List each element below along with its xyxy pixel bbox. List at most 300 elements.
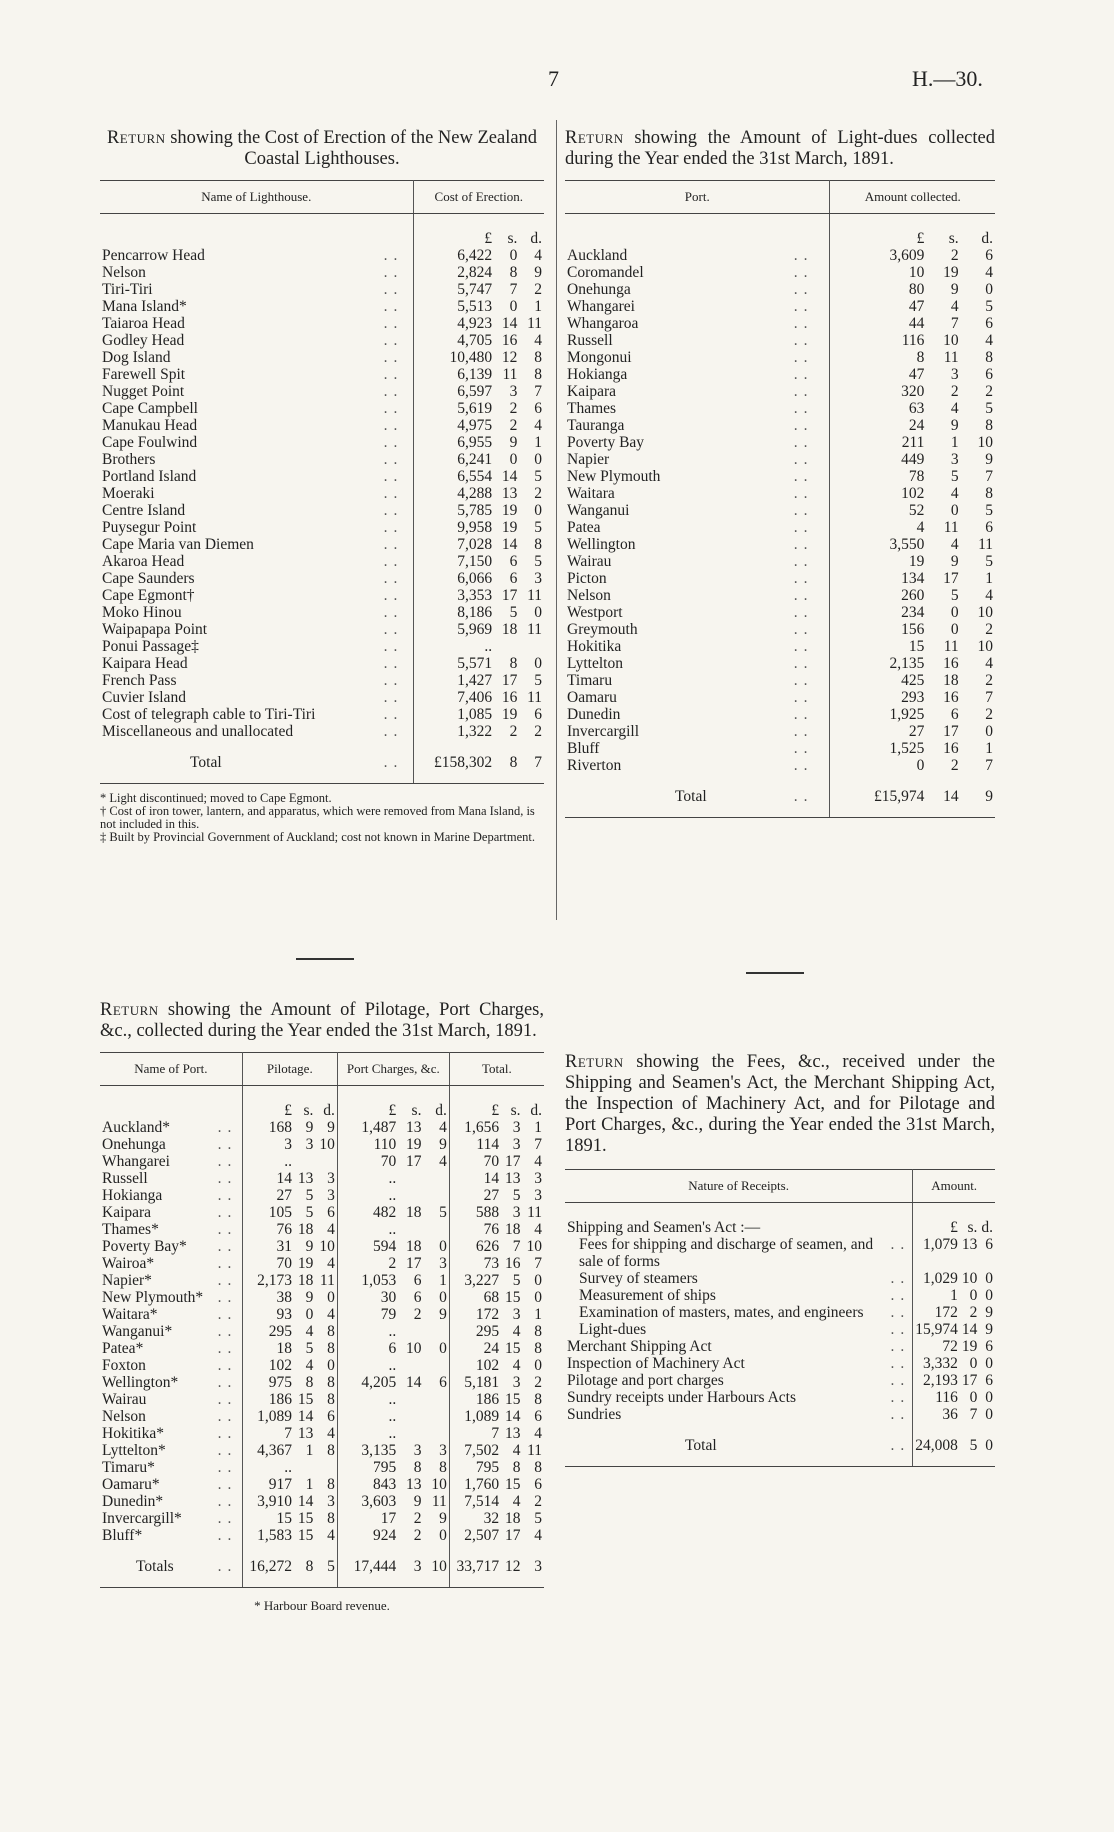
table-row <box>565 417 995 434</box>
amount-pounds: 116 <box>901 332 925 349</box>
amount-shillings: 19 <box>961 1338 978 1355</box>
cost-shillings: 0 <box>509 298 518 315</box>
amount-pence: 6 <box>985 1236 993 1253</box>
cost-pence: 0 <box>534 451 542 468</box>
pilotage-shillings: 13 <box>297 1425 314 1442</box>
charges-pounds: 1,053 <box>361 1272 397 1289</box>
cost-pounds: 1,322 <box>457 723 493 740</box>
table-row <box>565 570 995 587</box>
cost-pounds: 9,958 <box>457 519 493 536</box>
charges-pence: 9 <box>423 1306 449 1323</box>
table-row <box>565 400 995 417</box>
amount-pounds: 1,029 <box>923 1270 958 1287</box>
amount-pence: 2 <box>985 672 993 689</box>
charges-pence: 4 <box>423 1119 449 1136</box>
lighthouse-name: Brothers <box>102 451 156 468</box>
cost-pounds: 7,028 <box>457 536 493 553</box>
lighthouse-name: Mana Island* <box>102 298 187 315</box>
amount-pence: 0 <box>985 1287 993 1304</box>
pilotage-shillings: 8 <box>305 1374 314 1391</box>
amount-pence: 0 <box>985 1355 993 1372</box>
leader-dots: .. <box>382 706 413 723</box>
table-row <box>100 604 544 621</box>
pilotage-pounds: 975 <box>268 1374 292 1391</box>
port-name: Auckland <box>567 247 628 264</box>
table-row <box>100 706 544 723</box>
amount-pounds: 1,079 <box>923 1236 958 1253</box>
port-name: Oamaru <box>567 689 617 706</box>
table-row <box>100 434 544 451</box>
total-pence: 2 <box>534 1374 542 1391</box>
charges-shillings <box>398 1357 423 1374</box>
leader-dots: .. <box>792 553 830 570</box>
charges-shillings <box>398 1221 423 1238</box>
charges-pence: 0 <box>423 1527 449 1544</box>
leader-dots: .. <box>792 247 830 264</box>
lighthouse-name: Puysegur Point <box>102 519 197 536</box>
leader-dots: .. <box>382 519 413 536</box>
lighthouse-name: Waipapapa Point <box>102 621 208 638</box>
cost-pence: 5 <box>534 553 542 570</box>
charges-pounds: 79 <box>380 1306 397 1323</box>
unit-pence: d. <box>981 230 993 247</box>
table-row <box>100 1306 544 1323</box>
total-pence: 4 <box>534 1221 542 1238</box>
port-name: Nelson <box>102 1408 146 1425</box>
leader-dots: .. <box>216 1204 243 1221</box>
amount-shillings: 9 <box>950 417 959 434</box>
unit-pounds: £ <box>916 230 925 247</box>
charges-pence: 11 <box>423 1493 449 1510</box>
lighthouse-name: Kaipara Head <box>102 655 188 672</box>
cost-pounds: 7,406 <box>457 689 493 706</box>
table-row <box>100 1221 544 1238</box>
total-pence: 4 <box>534 1153 542 1170</box>
table-row <box>565 689 995 706</box>
cost-pence: 5 <box>534 468 542 485</box>
pilotage-pence: 9 <box>315 1119 337 1136</box>
leader-dots: .. <box>216 1476 243 1493</box>
cost-pence: 8 <box>534 366 542 383</box>
table-row <box>565 723 995 740</box>
table-row <box>100 723 544 740</box>
total-pounds: 172 <box>475 1306 500 1323</box>
light-dues-table <box>565 180 995 818</box>
pilotage-pence: 4 <box>315 1306 337 1323</box>
lighthouse-name: Dog Island <box>102 349 171 366</box>
table-row <box>100 519 544 536</box>
leader-dots: .. <box>382 536 413 553</box>
total-pence: 8 <box>534 1459 542 1476</box>
charges-pence <box>423 1357 449 1374</box>
total-shillings: 17 <box>505 1527 521 1544</box>
cost-shillings: 17 <box>501 672 518 689</box>
table-row <box>100 587 544 604</box>
amount-pounds: 320 <box>901 383 925 400</box>
charges-pence: 0 <box>423 1289 449 1306</box>
port-name: Dunedin* <box>102 1493 164 1510</box>
leader-dots: .. <box>792 451 830 468</box>
leader-dots: .. <box>792 485 830 502</box>
table-row <box>100 1289 544 1306</box>
lighthouse-name: Cape Foulwind <box>102 434 198 451</box>
leader-dots: .. <box>792 536 830 553</box>
amount-pounds: 63 <box>908 400 925 417</box>
charges-shillings <box>398 1391 423 1408</box>
total-pence: 3 <box>523 1544 545 1588</box>
leader-dots: .. <box>792 740 830 757</box>
leader-dots: .. <box>216 1527 243 1544</box>
port-name: Nelson <box>567 587 611 604</box>
pilotage-pence: 3 <box>315 1170 337 1187</box>
charges-pence: 8 <box>423 1459 449 1476</box>
leader-dots: .. <box>792 570 830 587</box>
table-row <box>100 1493 544 1510</box>
leader-dots: .. <box>216 1391 243 1408</box>
charges-pence: 10 <box>423 1476 449 1493</box>
charges-pence <box>423 1425 449 1442</box>
pilotage-pounds: 295 <box>268 1323 292 1340</box>
charges-pounds: 3,603 <box>361 1493 397 1510</box>
amount-pence: 7 <box>985 757 993 774</box>
amount-pounds: 1 <box>950 1287 958 1304</box>
port-name: Poverty Bay <box>567 434 645 451</box>
port-name: Dunedin <box>567 706 621 723</box>
pilotage-pounds: 186 <box>268 1391 292 1408</box>
port-name: Wairoa* <box>102 1255 155 1272</box>
leader-dots: .. <box>792 366 830 383</box>
cost-shillings: 12 <box>501 349 518 366</box>
leader-dots: .. <box>382 553 413 570</box>
total-pounds: 588 <box>475 1204 500 1221</box>
leader-dots: .. <box>792 519 830 536</box>
table-row <box>100 1238 544 1255</box>
table-row <box>100 1204 544 1221</box>
total-shillings: 17 <box>505 1153 521 1170</box>
charges-pounds: .. <box>388 1391 397 1408</box>
pilotage-pence: 8 <box>315 1476 337 1493</box>
cost-pounds: 1,427 <box>457 672 493 689</box>
cost-pence: 3 <box>534 570 542 587</box>
total-pounds: 14 <box>483 1170 500 1187</box>
unit-shillings: s. <box>411 1102 422 1119</box>
lighthouse-name: Godley Head <box>102 332 185 349</box>
cost-pounds: 4,288 <box>457 485 493 502</box>
unit-pence: d. <box>530 230 542 247</box>
table-row <box>565 1355 995 1372</box>
leader-dots: .. <box>382 604 413 621</box>
pilotage-pence <box>315 1459 337 1476</box>
amount-shillings: 5 <box>950 587 959 604</box>
port-name: Hokianga <box>102 1187 163 1204</box>
total-pence: 4 <box>534 1527 542 1544</box>
leader-dots: .. <box>216 1510 243 1527</box>
amount-shillings: 10 <box>961 1270 978 1287</box>
leader-dots: .. <box>792 400 830 417</box>
lighthouse-note: ‡ Built by Provincial Government of Auckland; cost not known in Marine Department. <box>100 830 535 844</box>
lighthouse-name: Farewell Spit <box>102 366 186 383</box>
pilotage-pounds: .. <box>284 1459 292 1476</box>
table-row <box>565 706 995 723</box>
table-row <box>565 757 995 774</box>
amount-pence: 9 <box>985 451 993 468</box>
amount-pence: 6 <box>985 315 993 332</box>
amount-shillings: 11 <box>943 349 959 366</box>
table-row <box>100 1408 544 1425</box>
leader-dots: .. <box>889 1304 913 1321</box>
amount-shillings: 19 <box>943 264 959 281</box>
leader-dots: .. <box>216 1544 243 1588</box>
port-name: Auckland* <box>102 1119 171 1136</box>
amount-pence: 10 <box>977 604 993 621</box>
table-row <box>565 604 995 621</box>
amount-pence: 8 <box>985 485 993 502</box>
amount-pounds: 36 <box>942 1406 958 1423</box>
leader-dots: .. <box>792 587 830 604</box>
leader-dots: .. <box>792 723 830 740</box>
lighthouse-name: Pencarrow Head <box>102 247 205 264</box>
leader-dots: .. <box>216 1374 243 1391</box>
section-rule <box>296 958 354 960</box>
table-row <box>565 434 995 451</box>
port-name: Waitara <box>567 485 615 502</box>
unit-pounds: £ <box>388 1102 397 1119</box>
total-pence: 7 <box>519 740 544 784</box>
amount-shillings: 14 <box>961 1321 978 1338</box>
amount-pounds: 15 <box>908 638 925 655</box>
table-row <box>100 349 544 366</box>
table-row <box>100 1119 544 1136</box>
total-pence: 6 <box>534 1476 542 1493</box>
amount-pence: 8 <box>985 349 993 366</box>
page-number: 7 <box>548 66 559 91</box>
total-shillings: 13 <box>505 1170 521 1187</box>
port-name: Russell <box>102 1170 148 1187</box>
table-row <box>565 1304 995 1321</box>
amount-pence: 0 <box>985 1270 993 1287</box>
charges-shillings: 13 <box>405 1119 422 1136</box>
port-name: Oamaru* <box>102 1476 160 1493</box>
pilotage-pence: 3 <box>315 1493 337 1510</box>
leader-dots: .. <box>216 1272 243 1289</box>
amount-pounds: 134 <box>901 570 925 587</box>
amount-pounds: 425 <box>901 672 925 689</box>
port-name: Patea* <box>102 1340 144 1357</box>
lighthouse-name: Moeraki <box>102 485 155 502</box>
charges-shillings: 8 <box>413 1459 422 1476</box>
total-pence: 0 <box>534 1272 542 1289</box>
amount-shillings: 4 <box>950 536 959 553</box>
unit-pounds: £ <box>284 1102 292 1119</box>
lighthouse-name: Cape Egmont† <box>102 587 195 604</box>
amount-shillings: 0 <box>969 1355 978 1372</box>
pilotage-pounds: 2,173 <box>257 1272 292 1289</box>
port-name: Wairau <box>567 553 612 570</box>
cost-pence: 4 <box>534 332 542 349</box>
leader-dots: .. <box>216 1459 243 1476</box>
leader-dots: .. <box>216 1493 243 1510</box>
table-row <box>565 655 995 672</box>
pilotage-pounds: 93 <box>276 1306 292 1323</box>
cost-pence: 11 <box>527 315 542 332</box>
total-row <box>565 774 995 818</box>
pilotage-shillings: 5 <box>305 1187 314 1204</box>
table-row <box>100 451 544 468</box>
table-row <box>565 468 995 485</box>
leader-dots: .. <box>792 655 830 672</box>
section-rule <box>746 972 804 974</box>
table-row <box>565 485 995 502</box>
pilotage-pence <box>315 1153 337 1170</box>
table-row <box>100 1459 544 1476</box>
table-row <box>565 451 995 468</box>
pilotage-shillings <box>294 1153 315 1170</box>
leader-dots: .. <box>382 689 413 706</box>
table-row <box>100 638 544 655</box>
table-row <box>565 1389 995 1406</box>
amount-pence: 1 <box>985 570 993 587</box>
cost-shillings: 13 <box>501 485 518 502</box>
table-row <box>100 1357 544 1374</box>
amount-pence: 0 <box>985 1406 993 1423</box>
charges-pounds: 17 <box>380 1510 397 1527</box>
unit-pounds: £ <box>484 230 493 247</box>
port-name: Thames* <box>102 1221 159 1238</box>
charges-pounds: 843 <box>373 1476 397 1493</box>
total-pounds: 73 <box>483 1255 500 1272</box>
amount-pence: 2 <box>985 621 993 638</box>
port-name: Wellington* <box>102 1374 179 1391</box>
table-row <box>100 536 544 553</box>
pilotage-shillings: 9 <box>305 1119 314 1136</box>
cost-pounds: 2,824 <box>457 264 493 281</box>
pilotage-pounds: 1,089 <box>257 1408 292 1425</box>
cost-shillings: 14 <box>501 536 518 553</box>
amount-pence: 7 <box>985 689 993 706</box>
leader-dots: .. <box>216 1153 243 1170</box>
total-pounds: 24,008 <box>913 1423 960 1467</box>
total-pounds: 626 <box>475 1238 500 1255</box>
amount-pounds: 234 <box>901 604 925 621</box>
charges-shillings: 6 <box>413 1272 422 1289</box>
table-row <box>100 502 544 519</box>
cost-pence: 5 <box>534 519 542 536</box>
port-name: Onehunga <box>102 1136 166 1153</box>
receipt-nature: Merchant Shipping Act <box>567 1338 712 1355</box>
total-pounds: 7,514 <box>464 1493 500 1510</box>
charges-pence <box>423 1170 449 1187</box>
light-dues-return <box>565 128 995 818</box>
port-name: Foxton <box>102 1357 146 1374</box>
table-row <box>100 1442 544 1459</box>
leader-dots: .. <box>216 1442 243 1459</box>
pilotage-shillings: 19 <box>297 1255 314 1272</box>
charges-pounds: .. <box>388 1357 397 1374</box>
total-pounds: 102 <box>475 1357 500 1374</box>
unit-shillings: s. <box>507 230 518 247</box>
table-row <box>100 1391 544 1408</box>
cost-pence: 1 <box>534 434 542 451</box>
leader-dots: .. <box>382 264 413 281</box>
leader-dots: .. <box>216 1255 243 1272</box>
pilotage-pounds: 4,367 <box>257 1442 292 1459</box>
amount-pounds: 211 <box>901 434 925 451</box>
amount-shillings: 2 <box>950 383 959 400</box>
charges-pounds: .. <box>388 1170 397 1187</box>
charges-shillings: 18 <box>405 1238 422 1255</box>
pilotage-shillings: 18 <box>297 1272 314 1289</box>
amount-shillings: 17 <box>943 570 959 587</box>
lighthouse-name: Cape Maria van Diemen <box>102 536 254 553</box>
total-shillings: 14 <box>926 774 960 818</box>
port-name: Timaru <box>567 672 613 689</box>
table-row <box>100 689 544 706</box>
total-pounds: 70 <box>483 1153 500 1170</box>
pilotage-pence: 8 <box>315 1323 337 1340</box>
cost-pounds: 10,480 <box>449 349 493 366</box>
leader-dots: .. <box>382 383 413 400</box>
port-name: Whangarei <box>102 1153 170 1170</box>
col-port: Port. <box>565 181 830 214</box>
table-row <box>565 332 995 349</box>
cost-pounds: 3,353 <box>457 587 493 604</box>
charges-pounds: 70 <box>380 1153 397 1170</box>
table-row <box>100 655 544 672</box>
leader-dots: .. <box>382 740 413 784</box>
leader-dots: .. <box>382 417 413 434</box>
unit-shillings: s. <box>303 1102 314 1119</box>
pilotage-pence: 0 <box>315 1289 337 1306</box>
amount-pence: 5 <box>985 400 993 417</box>
total-shillings: 4 <box>512 1357 521 1374</box>
pilotage-pounds: 917 <box>268 1476 292 1493</box>
charges-pounds: .. <box>388 1221 397 1238</box>
pilotage-pounds: 38 <box>276 1289 292 1306</box>
table-row <box>100 1476 544 1493</box>
lighthouse-name: Nugget Point <box>102 383 185 400</box>
col-amount-collected: Amount collected. <box>830 181 995 214</box>
cost-pounds: 4,923 <box>457 315 493 332</box>
total-shillings: 8 <box>512 1459 521 1476</box>
receipt-nature: Measurement of ships <box>579 1287 716 1304</box>
cost-pence: 4 <box>534 247 542 264</box>
charges-pounds: 6 <box>388 1340 397 1357</box>
unit-pence: d. <box>530 1102 542 1119</box>
port-name: Greymouth <box>567 621 638 638</box>
amount-pence: 6 <box>985 366 993 383</box>
leader-dots: .. <box>889 1423 913 1467</box>
leader-dots: .. <box>382 332 413 349</box>
charges-pounds: 2 <box>388 1255 397 1272</box>
total-shillings: 14 <box>505 1408 521 1425</box>
pilotage-pounds: 27 <box>276 1187 292 1204</box>
fees-return-title: Return showing the Fees, &c., received under the Shipping and Seamen's Act, the Merchant Shipping Act, the Inspection of Machinery Act, and for Pilotage and Port Charges, &c., during the Year ended the 31st March, 1891. <box>565 1052 995 1156</box>
leader-dots: .. <box>382 672 413 689</box>
table-row <box>565 621 995 638</box>
leader-dots: .. <box>382 502 413 519</box>
leader-dots: .. <box>382 638 413 655</box>
amount-pence: 4 <box>985 587 993 604</box>
cost-shillings: 19 <box>501 706 518 723</box>
total-label: Total <box>565 1423 889 1467</box>
receipt-nature: Examination of masters, mates, and engineers <box>579 1304 864 1321</box>
total-pence: 4 <box>534 1425 542 1442</box>
amount-shillings: 0 <box>969 1389 978 1406</box>
table-row <box>565 1270 995 1287</box>
charges-shillings: 18 <box>405 1204 422 1221</box>
leader-dots: .. <box>382 366 413 383</box>
total-pence: 8 <box>534 1323 542 1340</box>
